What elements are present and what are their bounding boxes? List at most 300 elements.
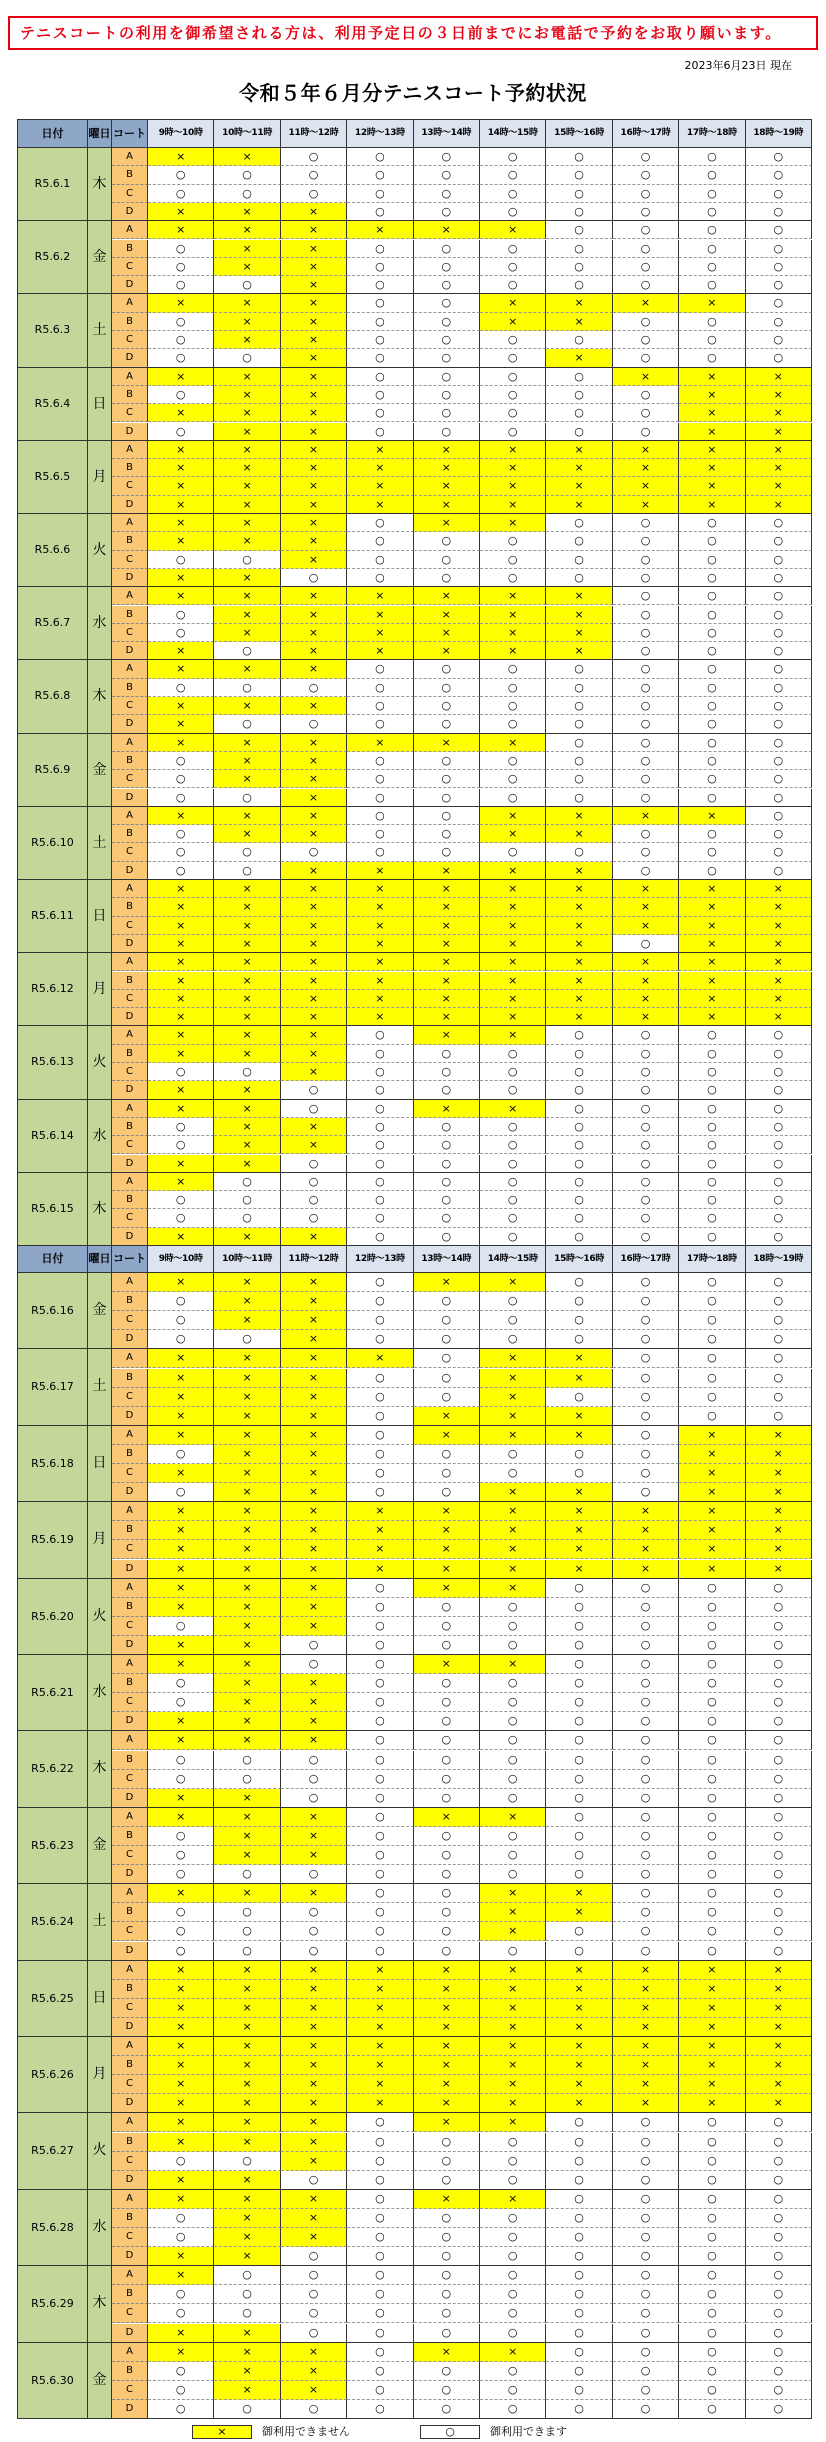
slot-cell: ○ [746,1045,812,1063]
slot-cell: × [546,2018,612,2037]
slot-cell: ○ [746,1903,812,1922]
slot-cell: ○ [613,2324,679,2343]
slot-cell: × [148,1407,214,1426]
slot-cell: × [281,1617,347,1636]
court-label: C [112,1388,148,1407]
slot-cell: × [347,1560,413,1579]
slot-cell: × [679,972,745,990]
slot-cell: ○ [746,1388,812,1407]
court-label: B [112,825,148,843]
slot-cell: × [347,1980,413,1999]
slot-cell: ○ [679,1173,745,1191]
slot-cell: ○ [148,1751,214,1770]
weekday-cell: 月 [88,441,112,514]
slot-cell: × [148,2266,214,2285]
slot-cell: ○ [347,203,413,221]
slot-cell: × [214,990,280,1008]
slot-cell: ○ [679,2133,745,2152]
slot-cell: ○ [347,1712,413,1731]
slot-cell: ○ [148,789,214,807]
slot-cell: × [414,917,480,935]
slot-cell: × [414,2343,480,2362]
slot-cell: ○ [679,1903,745,1922]
slot-cell: ○ [480,752,546,770]
slot-cell: ○ [414,2133,480,2152]
slot-cell: ○ [613,660,679,678]
slot-cell: × [480,2075,546,2094]
slot-cell: ○ [414,1827,480,1846]
court-label: B [112,1369,148,1388]
date-cell: R5.6.25 [18,1961,88,2037]
slot-cell: × [281,606,347,624]
slot-cell: ○ [347,1173,413,1191]
slot-cell: ○ [613,331,679,349]
slot-cell: ○ [347,2113,413,2132]
slot-cell: ○ [281,569,347,587]
slot-cell: ○ [148,1942,214,1961]
slot-cell: × [347,935,413,953]
slot-cell: ○ [414,1674,480,1693]
court-label: C [112,2152,148,2171]
slot-cell: × [414,1579,480,1598]
slot-cell: × [679,1560,745,1579]
slot-cell: ○ [414,1445,480,1464]
slot-cell: × [281,1731,347,1750]
slot-cell: ○ [546,1922,612,1941]
slot-cell: ○ [414,1330,480,1349]
slot-cell: ○ [281,1865,347,1884]
slot-cell: ○ [414,423,480,441]
date-cell: R5.6.20 [18,1579,88,1655]
slot-cell: × [746,1464,812,1483]
slot-cell: ○ [613,843,679,861]
legend [0,2425,826,2441]
slot-cell: ○ [613,423,679,441]
header-time: 12時～13時 [347,1246,413,1273]
slot-cell: ○ [347,1846,413,1865]
slot-cell: × [347,1540,413,1559]
slot-cell: × [746,1961,812,1980]
slot-cell: × [148,697,214,715]
slot-cell: ○ [148,1903,214,1922]
slot-cell: ○ [414,258,480,276]
slot-cell: ○ [546,1942,612,1961]
slot-cell: × [214,1808,280,1827]
slot-cell: × [148,1540,214,1559]
slot-cell: ○ [214,2304,280,2323]
slot-cell: × [281,276,347,294]
slot-cell: × [679,386,745,404]
court-label: A [112,148,148,166]
slot-cell: ○ [679,1636,745,1655]
slot-cell: × [546,862,612,880]
slot-cell: ○ [546,240,612,258]
court-label: C [112,990,148,1008]
slot-cell: ○ [214,1209,280,1227]
slot-cell: ○ [347,1136,413,1154]
slot-cell: ○ [546,1100,612,1118]
slot-cell: ○ [546,2152,612,2171]
slot-cell: ○ [746,2324,812,2343]
slot-cell: ○ [546,1136,612,1154]
slot-cell: ○ [347,2285,413,2304]
slot-cell: ○ [746,770,812,788]
slot-cell: × [746,1999,812,2018]
slot-cell: × [546,441,612,459]
header-time: 15時～16時 [546,120,612,148]
slot-cell: ○ [613,1884,679,1903]
slot-cell: ○ [679,843,745,861]
legend-available-label: 御利用できます [490,2425,567,2438]
court-label: B [112,1191,148,1209]
slot-cell: ○ [679,569,745,587]
slot-cell: × [679,477,745,495]
slot-cell: × [679,1540,745,1559]
slot-cell: ○ [414,715,480,733]
date-cell: R5.6.23 [18,1808,88,1884]
slot-cell: ○ [214,1922,280,1941]
slot-cell: × [281,1521,347,1540]
slot-cell: × [148,2171,214,2190]
slot-cell: ○ [347,1155,413,1173]
slot-cell: ○ [148,1922,214,1941]
slot-cell: ○ [214,789,280,807]
slot-cell: × [480,2037,546,2056]
slot-cell: ○ [613,1100,679,1118]
slot-cell: × [148,2324,214,2343]
slot-cell: ○ [679,2113,745,2132]
slot-cell: ○ [679,1865,745,1884]
slot-cell: ○ [679,221,745,239]
slot-cell: × [281,2094,347,2113]
slot-cell: × [214,825,280,843]
slot-cell: ○ [214,276,280,294]
slot-cell: ○ [679,2324,745,2343]
slot-cell: × [746,1008,812,1026]
slot-cell: ○ [546,1579,612,1598]
date-cell: R5.6.15 [18,1173,88,1246]
slot-cell: ○ [214,1063,280,1081]
slot-cell: ○ [546,331,612,349]
slot-cell: ○ [414,807,480,825]
slot-cell: × [148,203,214,221]
slot-cell: ○ [746,221,812,239]
slot-cell: ○ [414,697,480,715]
slot-cell: ○ [414,1081,480,1099]
slot-cell: ○ [546,1770,612,1789]
slot-cell: × [281,221,347,239]
slot-cell: × [148,2037,214,2056]
slot-cell: ○ [679,551,745,569]
header-time: 14時～15時 [480,120,546,148]
slot-cell: × [281,898,347,916]
slot-cell: ○ [679,715,745,733]
slot-cell: ○ [746,2228,812,2247]
slot-cell: × [746,477,812,495]
slot-cell: ○ [746,1598,812,1617]
slot-cell: × [414,1540,480,1559]
slot-cell: ○ [679,2247,745,2266]
slot-cell: ○ [679,1922,745,1941]
slot-cell: ○ [679,752,745,770]
header-time: 9時～10時 [148,1246,214,1273]
slot-cell: ○ [347,770,413,788]
slot-cell: × [214,1999,280,2018]
slot-cell: × [746,1560,812,1579]
slot-cell: ○ [414,1045,480,1063]
slot-cell: ○ [546,1063,612,1081]
slot-cell: ○ [347,1483,413,1502]
slot-cell: × [281,441,347,459]
slot-cell: × [546,1369,612,1388]
slot-cell: ○ [546,1827,612,1846]
date-cell: R5.6.11 [18,880,88,953]
slot-cell: × [214,423,280,441]
court-label: D [112,1712,148,1731]
header-time: 11時～12時 [281,1246,347,1273]
slot-cell: ○ [414,660,480,678]
slot-cell: ○ [746,1731,812,1750]
slot-cell: × [281,496,347,514]
slot-cell: ○ [613,1598,679,1617]
slot-cell: × [679,2075,745,2094]
slot-cell: ○ [746,1063,812,1081]
court-label: A [112,221,148,239]
slot-cell: × [148,2113,214,2132]
slot-cell: × [214,624,280,642]
slot-cell: ○ [746,1827,812,1846]
court-label: D [112,423,148,441]
court-label: D [112,2247,148,2266]
slot-cell: × [480,1655,546,1674]
slot-cell: × [281,1483,347,1502]
slot-cell: × [480,1884,546,1903]
slot-cell: ○ [546,715,612,733]
slot-cell: ○ [281,1636,347,1655]
slot-cell: ○ [679,1228,745,1246]
court-label: A [112,294,148,312]
slot-cell: × [613,1980,679,1999]
slot-cell: ○ [148,1118,214,1136]
slot-cell: × [214,1789,280,1808]
slot-cell: ○ [546,2247,612,2266]
slot-cell: ○ [281,148,347,166]
slot-cell: ○ [347,1865,413,1884]
slot-cell: ○ [480,423,546,441]
slot-cell: × [746,423,812,441]
weekday-cell: 土 [88,1884,112,1960]
slot-cell: ○ [347,1292,413,1311]
slot-cell: × [613,880,679,898]
slot-cell: × [414,2075,480,2094]
slot-cell: ○ [613,734,679,752]
weekday-cell: 木 [88,1173,112,1246]
slot-cell: ○ [746,2152,812,2171]
slot-cell: ○ [480,697,546,715]
slot-cell: ○ [613,715,679,733]
slot-cell: × [214,2133,280,2152]
slot-cell: × [148,734,214,752]
slot-cell: ○ [546,1674,612,1693]
slot-cell: ○ [347,551,413,569]
slot-cell: ○ [546,1081,612,1099]
slot-cell: ○ [347,1228,413,1246]
slot-cell: × [214,1100,280,1118]
slot-cell: ○ [480,1045,546,1063]
slot-cell: ○ [414,2400,480,2419]
slot-cell: ○ [148,1191,214,1209]
slot-cell: × [281,2152,347,2171]
slot-cell: ○ [679,825,745,843]
slot-cell: ○ [746,1349,812,1368]
slot-cell: ○ [546,551,612,569]
slot-cell: ○ [480,1751,546,1770]
slot-cell: ○ [546,1712,612,1731]
slot-cell: ○ [347,1903,413,1922]
court-label: A [112,880,148,898]
slot-cell: ○ [746,1118,812,1136]
slot-cell: ○ [746,331,812,349]
legend-unavailable-label: 御利用できません [262,2425,350,2438]
slot-cell: × [679,807,745,825]
slot-cell: × [148,441,214,459]
slot-cell: × [480,2094,546,2113]
slot-cell: ○ [148,1136,214,1154]
slot-cell: × [347,441,413,459]
slot-cell: ○ [746,1369,812,1388]
slot-cell: × [281,2228,347,2247]
slot-cell: × [214,404,280,422]
date-cell: R5.6.7 [18,587,88,660]
slot-cell: ○ [679,1349,745,1368]
slot-cell: ○ [414,2209,480,2228]
slot-cell: ○ [480,1674,546,1693]
slot-cell: × [546,917,612,935]
slot-cell: × [281,203,347,221]
slot-cell: × [480,1961,546,1980]
slot-cell: ○ [546,1191,612,1209]
slot-cell: ○ [613,1369,679,1388]
slot-cell: × [546,1560,612,1579]
court-label: B [112,898,148,916]
court-label: A [112,441,148,459]
slot-cell: ○ [613,1445,679,1464]
header-time: 18時～19時 [746,120,812,148]
slot-cell: × [414,1502,480,1521]
date-cell: R5.6.19 [18,1502,88,1578]
slot-cell: × [214,917,280,935]
slot-cell: ○ [546,697,612,715]
slot-cell: × [414,2190,480,2209]
slot-cell: ○ [613,386,679,404]
slot-cell: × [613,1008,679,1026]
slot-cell: × [281,459,347,477]
court-label: A [112,1655,148,1674]
slot-cell: ○ [746,2190,812,2209]
slot-cell: ○ [546,1388,612,1407]
slot-cell: × [414,496,480,514]
slot-cell: ○ [347,1081,413,1099]
slot-cell: ○ [546,1445,612,1464]
slot-cell: ○ [679,1598,745,1617]
legend-available-swatch: ○ [420,2425,480,2439]
court-label: A [112,2266,148,2285]
slot-cell: ○ [480,2152,546,2171]
slot-cell: × [679,368,745,386]
slot-cell: ○ [414,825,480,843]
slot-cell: ○ [679,660,745,678]
slot-cell: ○ [746,2133,812,2152]
slot-cell: ○ [679,1617,745,1636]
slot-cell: × [546,880,612,898]
slot-cell: ○ [613,1136,679,1154]
slot-cell: ○ [613,1155,679,1173]
slot-cell: ○ [613,1388,679,1407]
slot-cell: ○ [347,240,413,258]
slot-cell: × [679,990,745,1008]
slot-cell: ○ [546,203,612,221]
slot-cell: ○ [746,185,812,203]
slot-cell: × [546,1502,612,1521]
slot-cell: ○ [613,1922,679,1941]
slot-cell: × [281,294,347,312]
slot-cell: × [281,1827,347,1846]
slot-cell: ○ [613,1808,679,1827]
slot-cell: ○ [679,624,745,642]
slot-cell: ○ [281,843,347,861]
weekday-cell: 土 [88,294,112,367]
slot-cell: × [414,2094,480,2113]
slot-cell: × [480,953,546,971]
slot-cell: ○ [148,1063,214,1081]
slot-cell: × [214,898,280,916]
slot-cell: × [281,386,347,404]
slot-cell: ○ [613,2228,679,2247]
slot-cell: ○ [746,2381,812,2400]
slot-cell: × [546,496,612,514]
slot-cell: ○ [480,258,546,276]
slot-cell: ○ [679,532,745,550]
slot-cell: × [281,1674,347,1693]
slot-cell: ○ [613,2171,679,2190]
date-cell: R5.6.17 [18,1349,88,1425]
slot-cell: × [214,569,280,587]
slot-cell: ○ [148,1209,214,1227]
slot-cell: ○ [414,148,480,166]
slot-cell: × [148,1100,214,1118]
slot-cell: ○ [347,1617,413,1636]
weekday-cell: 金 [88,1273,112,1349]
slot-cell: × [546,1884,612,1903]
slot-cell: ○ [746,166,812,184]
slot-cell: ○ [746,1311,812,1330]
slot-cell: × [480,1026,546,1044]
slot-cell: × [148,1008,214,1026]
slot-cell: ○ [414,752,480,770]
court-label: B [112,240,148,258]
slot-cell: × [347,1961,413,1980]
weekday-cell: 土 [88,1349,112,1425]
slot-cell: × [746,1445,812,1464]
slot-cell: ○ [679,514,745,532]
slot-cell: ○ [679,734,745,752]
slot-cell: ○ [480,569,546,587]
slot-cell: ○ [414,1292,480,1311]
court-label: C [112,185,148,203]
slot-cell: ○ [480,2209,546,2228]
slot-cell: × [148,477,214,495]
slot-cell: × [214,1731,280,1750]
